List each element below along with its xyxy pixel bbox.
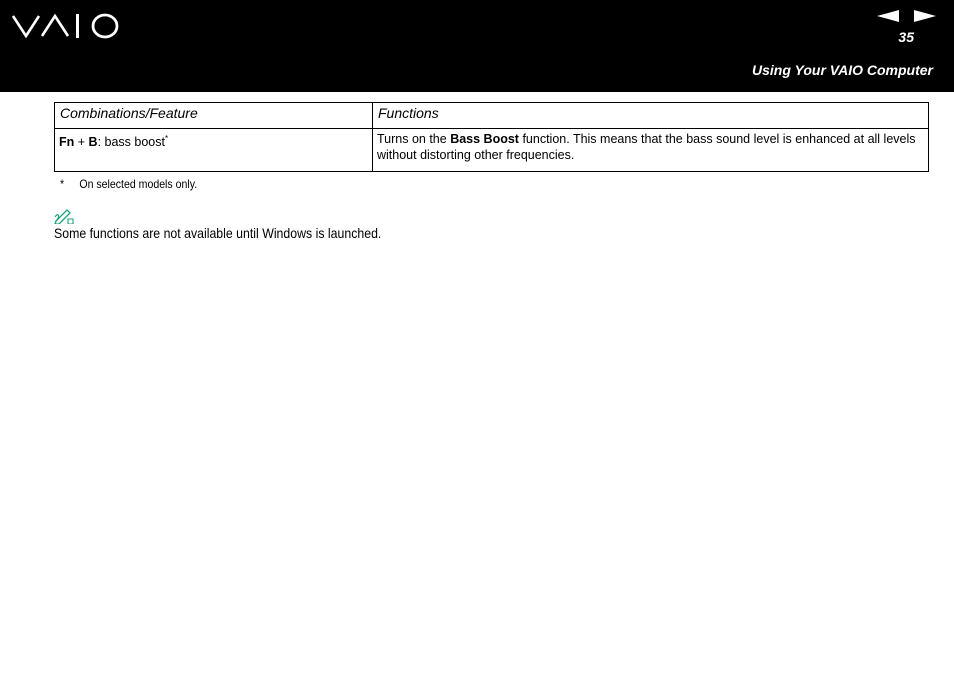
- function-cell: [373, 129, 929, 172]
- key-fn: Fn: [59, 135, 75, 149]
- table-row: [55, 129, 929, 172]
- vaio-logo: [12, 12, 120, 40]
- footnote: [60, 177, 197, 191]
- section-title: Using Your VAIO Computer: [752, 62, 933, 78]
- key-b: B: [88, 135, 98, 149]
- combination-cell: [55, 129, 373, 172]
- footnote-marker: *: [164, 133, 169, 143]
- previous-page-icon[interactable]: [877, 9, 899, 23]
- function-name-bold: Bass Boost: [450, 132, 519, 146]
- page-header: [0, 0, 954, 92]
- note-text: Some functions are not available until Windows is launched.: [54, 225, 382, 241]
- footnote-asterisk: *: [60, 177, 65, 191]
- key-combinations-table: [54, 102, 929, 172]
- next-page-icon[interactable]: [914, 9, 936, 23]
- feature-name: : bass boost: [97, 135, 165, 149]
- pencil-note-icon: [54, 208, 74, 224]
- function-text-start: Turns on the: [377, 132, 451, 146]
- footnote-text: On selected models only.: [79, 177, 198, 191]
- plus-sign: +: [74, 135, 89, 149]
- function-text-end: function. This means that the bass sound level is enhanced at all levels without distorting other frequencies.: [377, 132, 916, 162]
- page-navigation: [877, 9, 937, 23]
- page-number: 35: [898, 29, 914, 45]
- column-header-functions: Functions: [373, 103, 929, 129]
- column-header-combinations: Combinations/Feature: [55, 103, 373, 129]
- table-header-row: [55, 103, 929, 129]
